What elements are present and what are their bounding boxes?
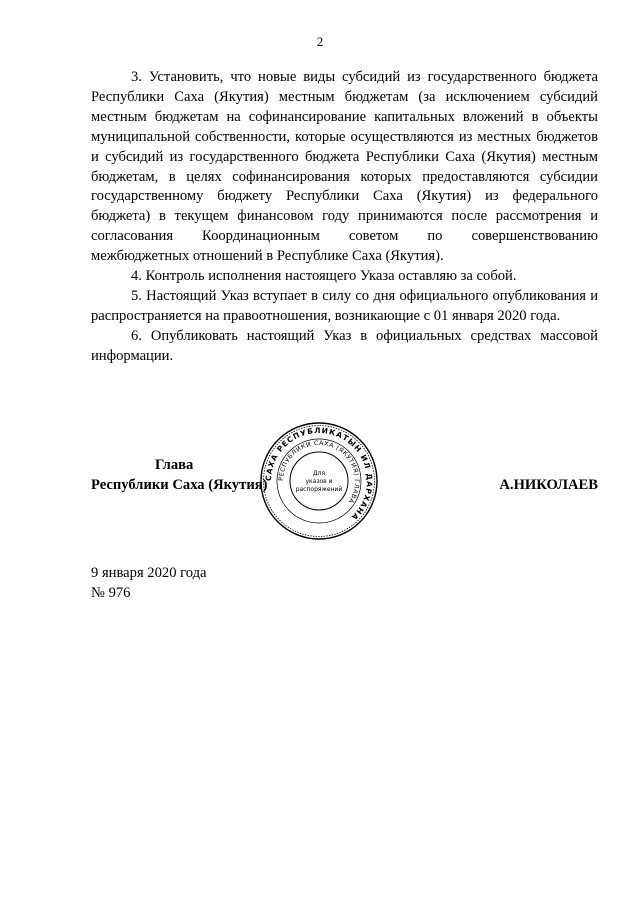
seal-center-line3: распоряжений — [295, 486, 343, 493]
seal-outer-text: САХА РЕСПУБЛИКАТЫН ИЛ ДАРХАНА — [263, 425, 375, 523]
document-body — [91, 68, 598, 367]
paragraph-5: 5. Настоящий Указ вступает в силу со дня официального опубликования и распространяется на правоотношения, возникающие с 01 января 2020 года. — [91, 287, 598, 324]
signatory-name: А.НИКОЛАЕВ — [499, 477, 598, 493]
seal-center-line1: Для — [312, 470, 326, 477]
official-seal — [258, 420, 380, 542]
document-number: № 976 — [91, 585, 131, 601]
seal-inner-text: РЕСПУБЛИКИ САХА (ЯКУТИЯ) ГЛАВА — [277, 439, 361, 505]
signatory-title-line2: Республики Саха (Якутия) — [91, 477, 268, 493]
paragraph-3: 3. Установить, что новые виды субсидий из государственного бюджета Республики Саха (Якутия) местным бюджетам (за исключением субсидий местным бюджетам на софинансирование капитальных вложений в объекты муниципальной собственности, которые осуществляются из местных бюджетов и субсидий из государственного бюджета Республики Саха (Якутия) местным бюджетам, в целях софинансирования которых предоставляются субсидии государственному бюджету Республики Саха (Якутия) из федерального бюджета) в текущем финансовом году принимаются после рассмотрения и согласования Координационным советом по совершенствованию межбюджетных отношений в Республике Саха (Якутия). — [91, 69, 598, 265]
paragraph-4: 4. Контроль исполнения настоящего Указа оставляю за собой. — [131, 268, 517, 285]
signatory-title — [91, 455, 267, 495]
paragraph-6: 6. Опубликовать настоящий Указ в официальных средствах массовой информации. — [91, 327, 598, 364]
signatory-title-line1: Глава — [155, 457, 194, 473]
seal-center-line2: указов и — [305, 478, 333, 485]
document-date: 9 января 2020 года — [91, 565, 207, 581]
document-date-block — [91, 563, 207, 603]
page-number: 2 — [316, 34, 324, 49]
